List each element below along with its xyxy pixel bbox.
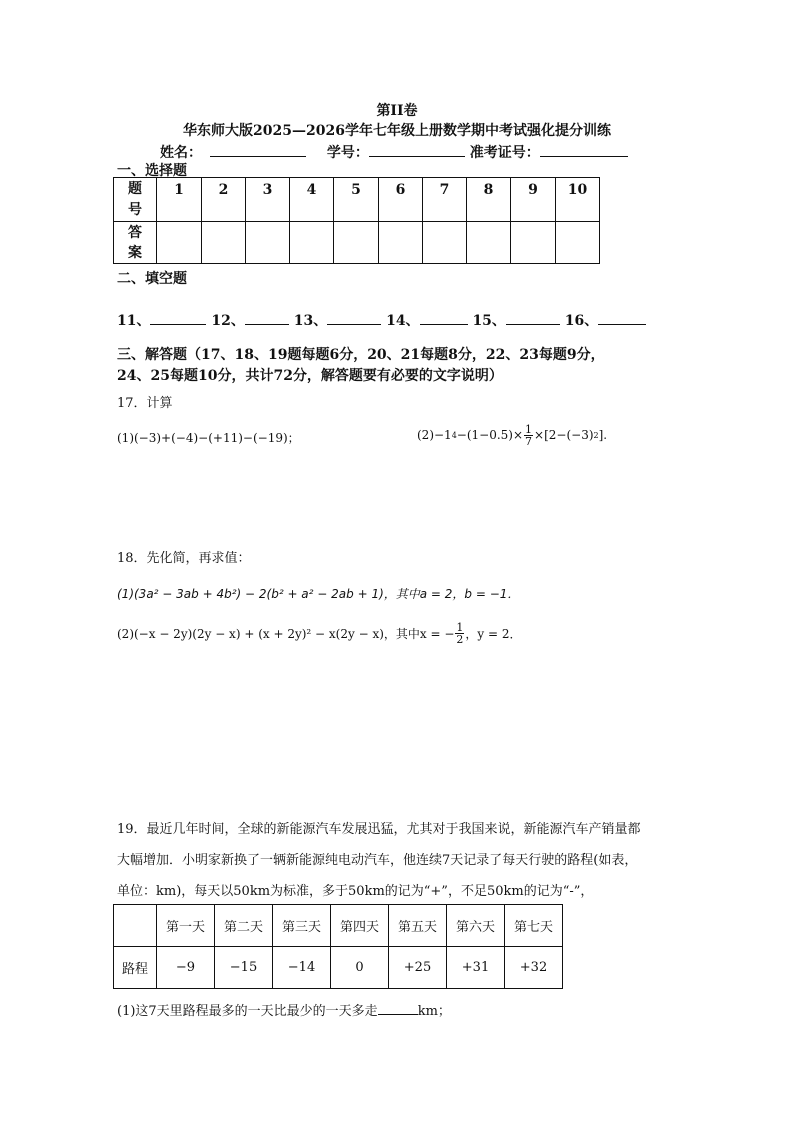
- answer-table: [113, 177, 600, 264]
- mileage-value: −15: [215, 947, 273, 989]
- blank-label-13: 13、: [293, 313, 328, 329]
- answer-cell: [157, 222, 202, 264]
- section2-heading: 二、填空题: [117, 271, 187, 287]
- fraction-one-seventh: $\frac{1}{7}$: [525, 422, 533, 448]
- volume-title: 第II卷: [376, 103, 418, 119]
- row-head-number: 题 号: [114, 178, 157, 222]
- q19-answer-blank: [378, 1002, 418, 1015]
- day-header: 第七天: [505, 905, 563, 947]
- answer-cell: [379, 222, 423, 264]
- mileage-value: +25: [389, 947, 447, 989]
- exam-no-blank: [540, 144, 628, 157]
- row-head-answer: 答 案: [114, 222, 157, 264]
- name-blank: [210, 144, 306, 157]
- answer-cell: [334, 222, 379, 264]
- answer-cell: [246, 222, 290, 264]
- q19-line3: 单位：km)，每天以50km为标准，多于50km的记为“+”，不足50km的记为“-”，: [117, 884, 594, 899]
- mileage-corner-cell: [114, 905, 157, 947]
- number-cell: 5: [334, 178, 379, 222]
- day-header: 第二天: [215, 905, 273, 947]
- mileage-value: −14: [273, 947, 331, 989]
- number-cell: 1: [157, 178, 202, 222]
- student-id-blank: [369, 144, 465, 157]
- mileage-table: [113, 904, 563, 989]
- answer-cell: [423, 222, 467, 264]
- day-header: 第一天: [157, 905, 215, 947]
- day-header: 第三天: [273, 905, 331, 947]
- number-cell: 2: [202, 178, 246, 222]
- answer-cell: [467, 222, 511, 264]
- student-info-line: [160, 142, 628, 162]
- section3-heading-line2: 24、25每题10分，共计72分，解答题要有必要的文字说明）: [117, 368, 503, 384]
- mileage-row-label: 路程: [114, 947, 157, 989]
- mileage-value: +31: [447, 947, 505, 989]
- day-header: 第五天: [389, 905, 447, 947]
- fraction-one-half: $\frac{1}{2}$: [456, 620, 464, 646]
- mileage-value: 0: [331, 947, 389, 989]
- fill-blank-line: [117, 310, 646, 330]
- answer-cell: [511, 222, 556, 264]
- section3-heading-line1: 三、解答题（17、18、19题每题6分，20、21每题8分，22、23每题9分，: [117, 347, 605, 363]
- name-label: 姓名：: [160, 145, 202, 161]
- q17-title: 17．计算: [117, 396, 173, 411]
- answer-cell: [290, 222, 334, 264]
- answer-cell: [202, 222, 246, 264]
- q19-line2: 大幅增加．小明家新换了一辆新能源纯电动汽车，他连续7天记录了每天行驶的路程(如表，: [117, 853, 638, 868]
- q19-line1: 19．最近几年时间，全球的新能源汽车发展迅猛，尤其对于我国来说，新能源汽车产销量都: [117, 822, 641, 837]
- number-cell: 3: [246, 178, 290, 222]
- answer-cell: [556, 222, 600, 264]
- number-cell: 10: [556, 178, 600, 222]
- student-id-label: 学号：: [326, 145, 369, 161]
- day-header: 第四天: [331, 905, 389, 947]
- q18-part1: (1)(3a² − 3ab + 4b²) − 2(b² + a² − 2ab + 1)，其中a = 2，b = −1．: [117, 587, 520, 601]
- number-cell: 8: [467, 178, 511, 222]
- q17-part1: (1)(−3)+(−4)−(+11)−(−19)；: [117, 431, 300, 445]
- blank-label-11: 11、: [117, 313, 151, 329]
- mileage-value: +32: [505, 947, 563, 989]
- blank-label-16: 16、: [564, 313, 599, 329]
- page-title: 华东师大版2025—2026学年七年级上册数学期中考试强化提分训练: [183, 123, 611, 139]
- day-header: 第六天: [447, 905, 505, 947]
- blank-label-12: 12、: [211, 313, 245, 329]
- q18-title: 18．先化简，再求值：: [117, 551, 251, 566]
- number-cell: 7: [423, 178, 467, 222]
- blank-label-14: 14、: [386, 313, 420, 329]
- q17-part2: (2)−1 4 −(1−0.5)× $\frac{1}{7}$ ×[2−(−3) 2 ].: [417, 422, 608, 448]
- blank-label-15: 15、: [472, 313, 506, 329]
- q18-part2: (2)(−x − 2y)(2y − x) + (x + 2y)² − x(2y − x)，其中x = − $\frac{1}{2}$ ，y = 2．: [117, 620, 522, 646]
- q19-part1: (1)这7天里路程最多的一天比最少的一天多走 km；: [117, 1004, 451, 1019]
- number-cell: 4: [290, 178, 334, 222]
- mileage-value: −9: [157, 947, 215, 989]
- section1-heading: 一、选择题: [117, 163, 187, 179]
- number-cell: 6: [379, 178, 423, 222]
- number-cell: 9: [511, 178, 556, 222]
- exam-no-label: 准考证号：: [469, 145, 540, 161]
